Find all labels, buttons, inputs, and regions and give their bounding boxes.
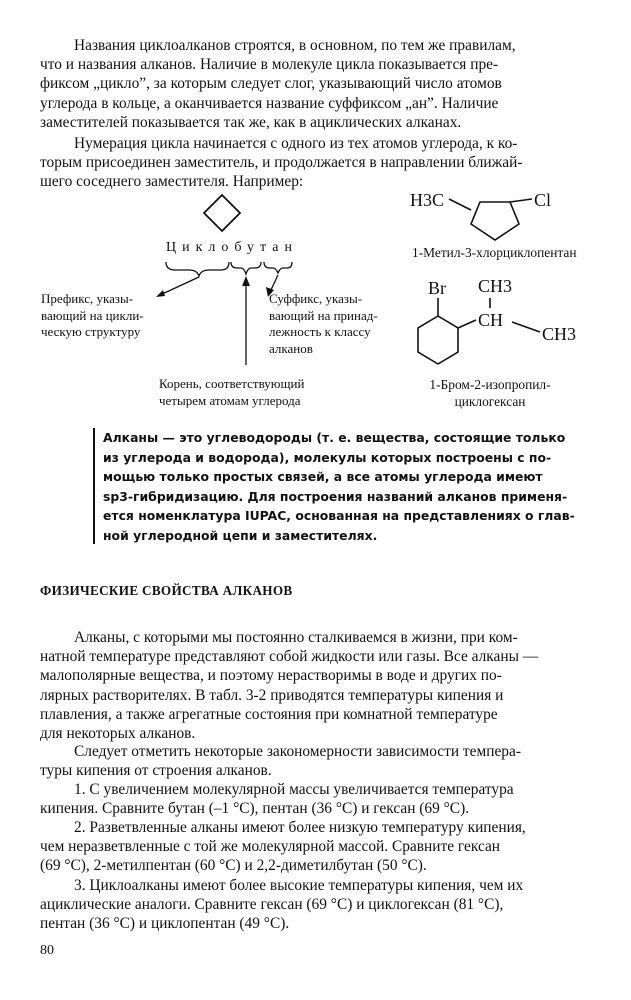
- text-line: Алканы, с которыми мы постоянно сталкиваемся в жизни, при ком-: [74, 629, 518, 646]
- text-line: фиксом „цикло”, за которым следует слог, указывающий число атомов: [40, 75, 502, 93]
- text-line: (69 °С), 2-метилпентан (60 °С) и 2,2-диметилбутан (50 °С).: [40, 857, 427, 875]
- text-line: Следует отметить некоторые закономерности зависимости темпера-: [74, 743, 521, 760]
- definition-line: Алканы — это углеводороды (т. е. вещества, состоящие только: [103, 430, 566, 445]
- label-line: вающий на цикли-: [41, 307, 144, 323]
- ch-label: CH: [478, 310, 504, 330]
- label-line: Суффикс, указы-: [269, 291, 363, 306]
- cyclobutane-word: Циклобутан: [166, 240, 298, 255]
- text-line: кипения. Сравните бутан (–1 °С), пентан (36 °С) и гексан (69 °С).: [40, 800, 470, 818]
- label-line: лежность к классу: [269, 324, 371, 339]
- molecule-bromoisopropylcyclohexane: [400, 270, 620, 380]
- cl-label: Cl: [534, 190, 552, 210]
- physical-paragraph-2: [40, 742, 602, 780]
- molecule1-caption: 1-Метил-3-хлорциклопентан: [412, 245, 577, 260]
- definition-line: sp3-гибридизацию. Для построения названий алканов применя-: [103, 488, 568, 504]
- prefix-brace: [166, 262, 229, 276]
- label-line: Корень, соответствующий: [159, 376, 305, 391]
- molecule2-caption: [420, 377, 560, 410]
- ch3-top-label: CH3: [478, 276, 513, 296]
- text-line: малополярные вещества, и поэтому нерастворимы в воде и других по-: [40, 667, 502, 685]
- page-number: 80: [40, 943, 54, 958]
- section-heading: ФИЗИЧЕСКИЕ СВОЙСТВА АЛКАНОВ: [40, 583, 293, 598]
- text-line: что и названия алканов. Наличие в молекуле цикла показывается пре-: [40, 56, 499, 74]
- physical-paragraph-3: [40, 780, 602, 818]
- text-line: 3. Циклоалканы имеют более высокие температуры кипения, чем их: [74, 877, 524, 894]
- physical-paragraph-1: [40, 628, 602, 743]
- h3c-label: H3C: [410, 190, 445, 210]
- root-brace: [231, 262, 261, 274]
- text-line: углерода в кольце, а оканчивается название суффиксом „ан”. Наличие: [40, 94, 499, 112]
- label-line: вающий на принад-: [269, 307, 378, 323]
- cyclobutane-structure: [204, 195, 240, 231]
- text-line: шего соседнего заместителя. Например:: [40, 173, 304, 191]
- suffix-label: [269, 291, 378, 357]
- text-line: Названия циклоалканов строятся, в основном, по тем же правилам,: [74, 37, 516, 54]
- caption-line: циклогексан: [454, 393, 526, 409]
- text-line: плавления, а также агрегатные состояния при комнатной температуре: [40, 705, 498, 723]
- cyclohexane-ring: [418, 316, 458, 364]
- ch3-right-label: CH3: [542, 324, 577, 344]
- text-line: торым присоединен заместитель, и продолжается в направлении ближай-: [40, 154, 523, 172]
- physical-paragraph-5: [40, 876, 602, 934]
- definition-bar: [93, 428, 95, 544]
- text-line: для некоторых алканов.: [40, 725, 196, 743]
- text-line: заместителей показывается так же, как в ациклических алканах.: [40, 113, 462, 131]
- text-line: чем неразветвленные с той же молекулярной массой. Сравните гексан: [40, 838, 501, 856]
- prefix-arrow: [160, 277, 199, 295]
- physical-paragraph-4: [40, 818, 602, 876]
- text-line: Нумерация цикла начинается с одного из тех атомов углерода, к ко-: [74, 135, 518, 152]
- text-line: 1. С увеличением молекулярной массы увеличивается температура: [74, 781, 514, 798]
- text-line: пентан (36 °С) и циклопентан (49 °С).: [40, 915, 290, 933]
- label-line: ческую структуру: [41, 324, 141, 339]
- alkane-definition: [103, 428, 603, 546]
- br-label: Br: [428, 278, 446, 298]
- definition-line: ется номенклатура IUPAC, основанная на представлениях о глав-: [103, 508, 575, 524]
- text-line: ациклические аналоги. Сравните гексан (69 °С) и циклогексан (81 °С),: [40, 896, 504, 914]
- root-label: [159, 376, 304, 409]
- definition-line: ной углеродной цепи и заместителях.: [103, 527, 378, 543]
- label-line: алканов: [269, 340, 313, 356]
- label-line: четырем атомам углерода: [159, 392, 301, 408]
- label-line: Префикс, указы-: [41, 291, 134, 306]
- suffix-brace: [264, 262, 292, 273]
- prefix-label: [41, 291, 144, 341]
- text-line: туры кипения от строения алканов.: [40, 762, 272, 780]
- text-line: лярных растворителях. В табл. 3-2 приводятся температуры кипения и: [40, 686, 504, 704]
- definition-line: мощью только простых связей, а все атомы углерода имеют: [103, 469, 543, 485]
- cyclopentane-ring: [471, 202, 519, 240]
- caption-line: 1-Бром-2-изопропил-: [429, 377, 551, 392]
- text-line: 2. Разветвленные алканы имеют более низкую температуру кипения,: [74, 819, 526, 836]
- text-line: натной температуре представляют собой жидкости или газы. Все алканы —: [40, 648, 539, 666]
- definition-line: из углерода и водорода), молекулы которых построены с по-: [103, 449, 552, 465]
